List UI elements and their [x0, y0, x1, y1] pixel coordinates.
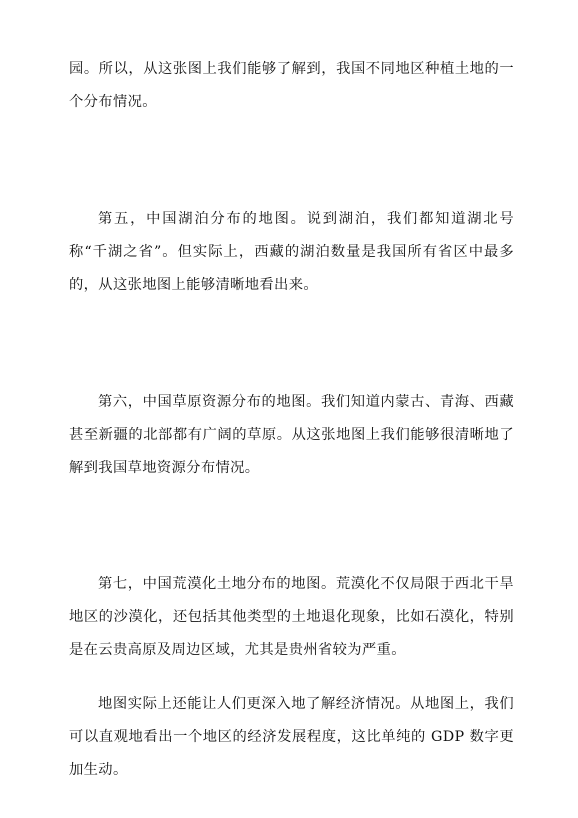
- paragraph-economy-map: 地图实际上还能让人们更深入地了解经济情况。从地图上，我们可以直观地看出一个地区的经济发展程度，这比单纯的 GDP 数字更加生动。: [69, 696, 514, 778]
- paragraph-continuation: 园。所以，从这张图上我们能够了解到，我国不同地区种植土地的一个分布情况。: [69, 61, 514, 110]
- paragraph-desertification-map: 第七，中国荒漠化土地分布的地图。荒漠化不仅局限于西北干旱地区的沙漠化，还包括其他类型的土地退化现象，比如石漠化，特别是在云贵高原及周边区域，尤其是贵州省较为严重。: [69, 576, 514, 658]
- paragraph-grassland-map: 第六，中国草原资源分布的地图。我们知道内蒙古、青海、西藏甚至新疆的北部都有广阔的草原。从这张地图上我们能够很清晰地了解到我国草地资源分布情况。: [69, 394, 514, 476]
- paragraph-lakes-map: 第五，中国湖泊分布的地图。说到湖泊，我们都知道湖北号称“千湖之省”。但实际上，西藏的湖泊数量是我国所有省区中最多的，从这张地图上能够清晰地看出来。: [69, 211, 514, 293]
